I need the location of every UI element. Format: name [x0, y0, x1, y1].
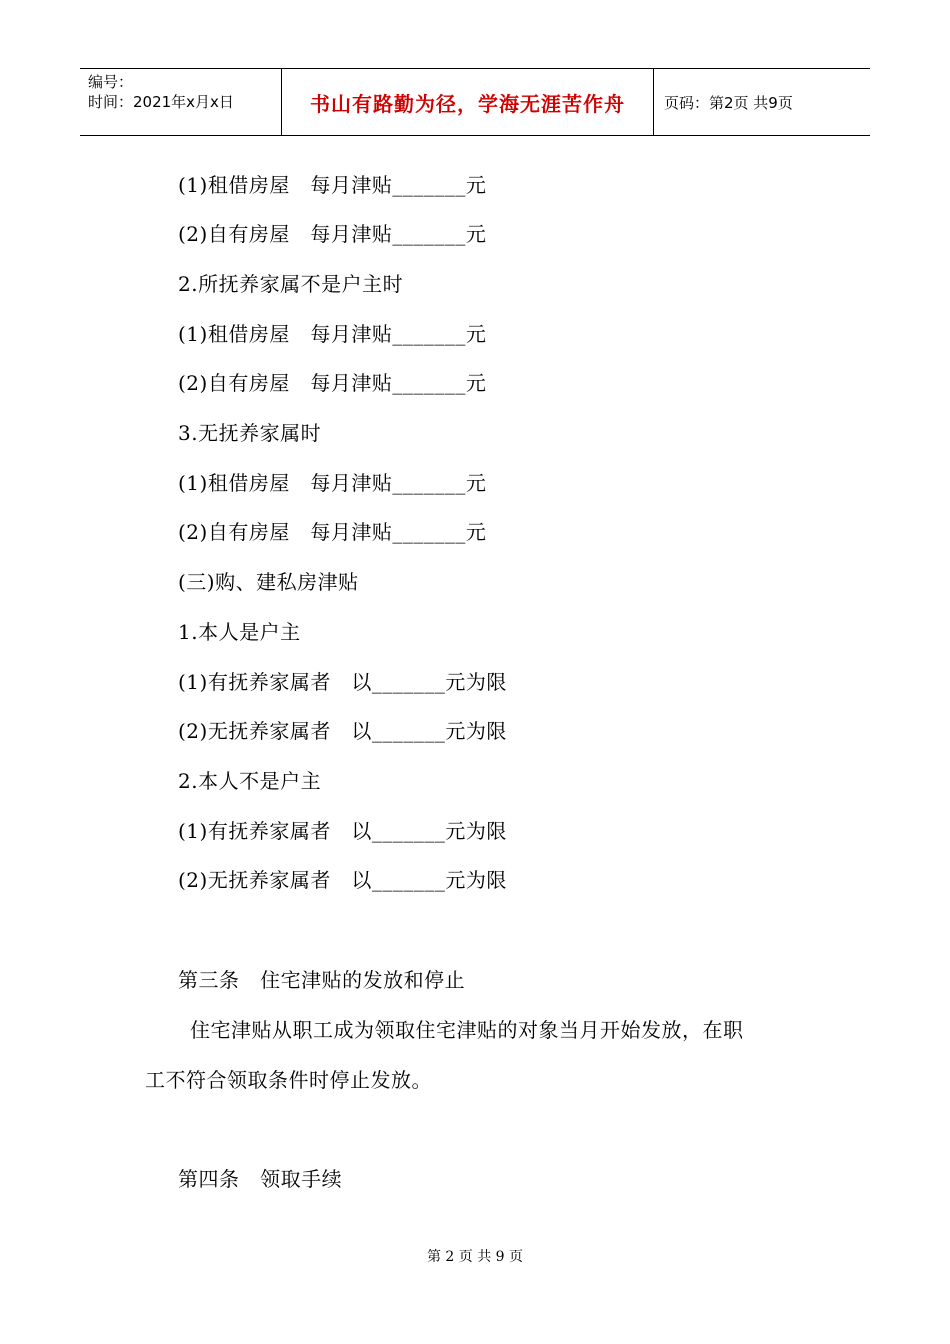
body-line: (2)无抚养家属者 以_______元为限	[178, 868, 507, 892]
page-footer: 第 2 页 共 9 页	[426, 1249, 524, 1265]
body-line: 1.本人是户主	[178, 620, 301, 644]
paragraph-line: 住宅津贴从职工成为领取住宅津贴的对象当月开始发放，在职	[190, 1018, 744, 1042]
header-slogan: 书山有路勤为径，学海无涯苦作舟	[282, 69, 654, 135]
document-date: 时间：2021年x月x日	[88, 93, 234, 111]
document-number-label: 编号：	[88, 73, 134, 91]
article-heading: 第三条 住宅津贴的发放和停止	[178, 968, 466, 992]
body-line: (2)自有房屋 每月津贴_______元	[178, 222, 487, 246]
body-line: (2)自有房屋 每月津贴_______元	[178, 371, 487, 395]
body-line: (1)租借房屋 每月津贴_______元	[178, 322, 487, 346]
page-header	[80, 68, 870, 136]
header-page-info: 页码：第2页 共9页	[664, 93, 793, 112]
body-line: 2.所抚养家属不是户主时	[178, 272, 404, 296]
body-line: 2.本人不是户主	[178, 769, 322, 793]
body-line: 3.无抚养家属时	[178, 421, 322, 445]
body-line: (2)无抚养家属者 以_______元为限	[178, 719, 507, 743]
article-heading: 第四条 领取手续	[178, 1167, 343, 1191]
header-meta	[80, 69, 282, 135]
body-line: (1)租借房屋 每月津贴_______元	[178, 173, 487, 197]
body-line: (三)购、建私房津贴	[178, 570, 359, 594]
paragraph-line: 工不符合领取条件时停止发放。	[145, 1068, 432, 1092]
body-line: (1)有抚养家属者 以_______元为限	[178, 819, 507, 843]
body-line: (1)租借房屋 每月津贴_______元	[178, 471, 487, 495]
body-line: (2)自有房屋 每月津贴_______元	[178, 520, 487, 544]
body-line: (1)有抚养家属者 以_______元为限	[178, 670, 507, 694]
